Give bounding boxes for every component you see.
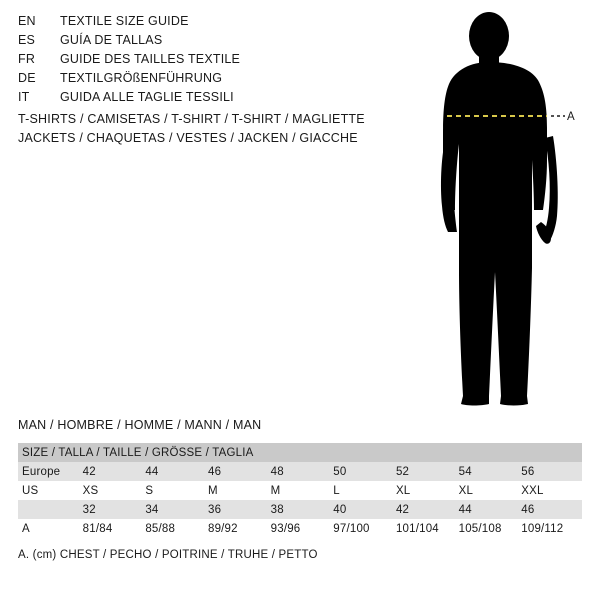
language-code-fr: FR — [18, 52, 36, 66]
cell-usnum-7: 46 — [519, 500, 582, 519]
language-code-de: DE — [18, 71, 36, 85]
cell-a-6: 105/108 — [457, 519, 520, 538]
cell-europe-6: 54 — [457, 462, 520, 481]
cell-us-4: L — [331, 481, 394, 500]
cell-usnum-4: 40 — [331, 500, 394, 519]
category-tshirts: T-SHIRTS / CAMISETAS / T-SHIRT / T-SHIRT / MAGLIETTE — [18, 112, 365, 126]
table-header-label: SIZE / TALLA / TAILLE / GRÖSSE / TAGLIA — [18, 443, 582, 462]
cell-us-5: XL — [394, 481, 457, 500]
language-list — [18, 14, 388, 109]
cell-a-4: 97/100 — [331, 519, 394, 538]
cell-europe-4: 50 — [331, 462, 394, 481]
table-row — [18, 481, 582, 500]
language-text-it: GUIDA ALLE TAGLIE TESSILI — [60, 90, 234, 104]
cell-us-6: XL — [457, 481, 520, 500]
cell-us-0: XS — [81, 481, 144, 500]
row-label-us: US — [18, 481, 81, 500]
cell-europe-7: 56 — [519, 462, 582, 481]
cell-a-5: 101/104 — [394, 519, 457, 538]
language-code-es: ES — [18, 33, 36, 47]
garment-category-list — [18, 110, 408, 148]
language-code-en: EN — [18, 14, 36, 28]
cell-a-3: 93/96 — [269, 519, 332, 538]
cell-a-1: 85/88 — [143, 519, 206, 538]
cell-usnum-6: 44 — [457, 500, 520, 519]
cell-us-7: XXL — [519, 481, 582, 500]
cell-us-1: S — [143, 481, 206, 500]
category-jackets: JACKETS / CHAQUETAS / VESTES / JACKEN / GIACCHE — [18, 131, 358, 145]
cell-us-2: M — [206, 481, 269, 500]
cell-europe-5: 52 — [394, 462, 457, 481]
cell-a-0: 81/84 — [81, 519, 144, 538]
row-label-us-numeric — [18, 500, 81, 519]
measurement-footnote: A. (cm) CHEST / PECHO / POITRINE / TRUHE / PETTO — [18, 549, 318, 561]
cell-a-2: 89/92 — [206, 519, 269, 538]
language-text-en: TEXTILE SIZE GUIDE — [60, 14, 189, 28]
cell-usnum-0: 32 — [81, 500, 144, 519]
section-title-man: MAN / HOMBRE / HOMME / MANN / MAN — [18, 418, 262, 432]
language-code-it: IT — [18, 90, 30, 104]
cell-europe-2: 46 — [206, 462, 269, 481]
male-silhouette-figure — [415, 10, 590, 410]
cell-usnum-1: 34 — [143, 500, 206, 519]
language-text-es: GUÍA DE TALLAS — [60, 33, 163, 47]
language-row-fr — [18, 52, 388, 71]
table-row — [18, 519, 582, 538]
size-table-container — [18, 443, 582, 538]
row-label-europe: Europe — [18, 462, 81, 481]
table-row — [18, 500, 582, 519]
cell-usnum-2: 36 — [206, 500, 269, 519]
language-row-es — [18, 33, 388, 52]
language-row-de — [18, 71, 388, 90]
cell-europe-3: 48 — [269, 462, 332, 481]
cell-europe-1: 44 — [143, 462, 206, 481]
language-row-it — [18, 90, 388, 109]
chest-measure-label: A — [567, 111, 575, 123]
cell-usnum-5: 42 — [394, 500, 457, 519]
cell-europe-0: 42 — [81, 462, 144, 481]
size-table — [18, 443, 582, 538]
cell-us-3: M — [269, 481, 332, 500]
cell-usnum-3: 38 — [269, 500, 332, 519]
row-label-a: A — [18, 519, 81, 538]
silhouette-icon — [415, 10, 590, 410]
table-header-row — [18, 443, 582, 462]
language-text-de: TEXTILGRÖßENFÜHRUNG — [60, 71, 223, 85]
language-text-fr: GUIDE DES TAILLES TEXTILE — [60, 52, 241, 66]
table-row — [18, 462, 582, 481]
language-row-en — [18, 14, 388, 33]
cell-a-7: 109/112 — [519, 519, 582, 538]
